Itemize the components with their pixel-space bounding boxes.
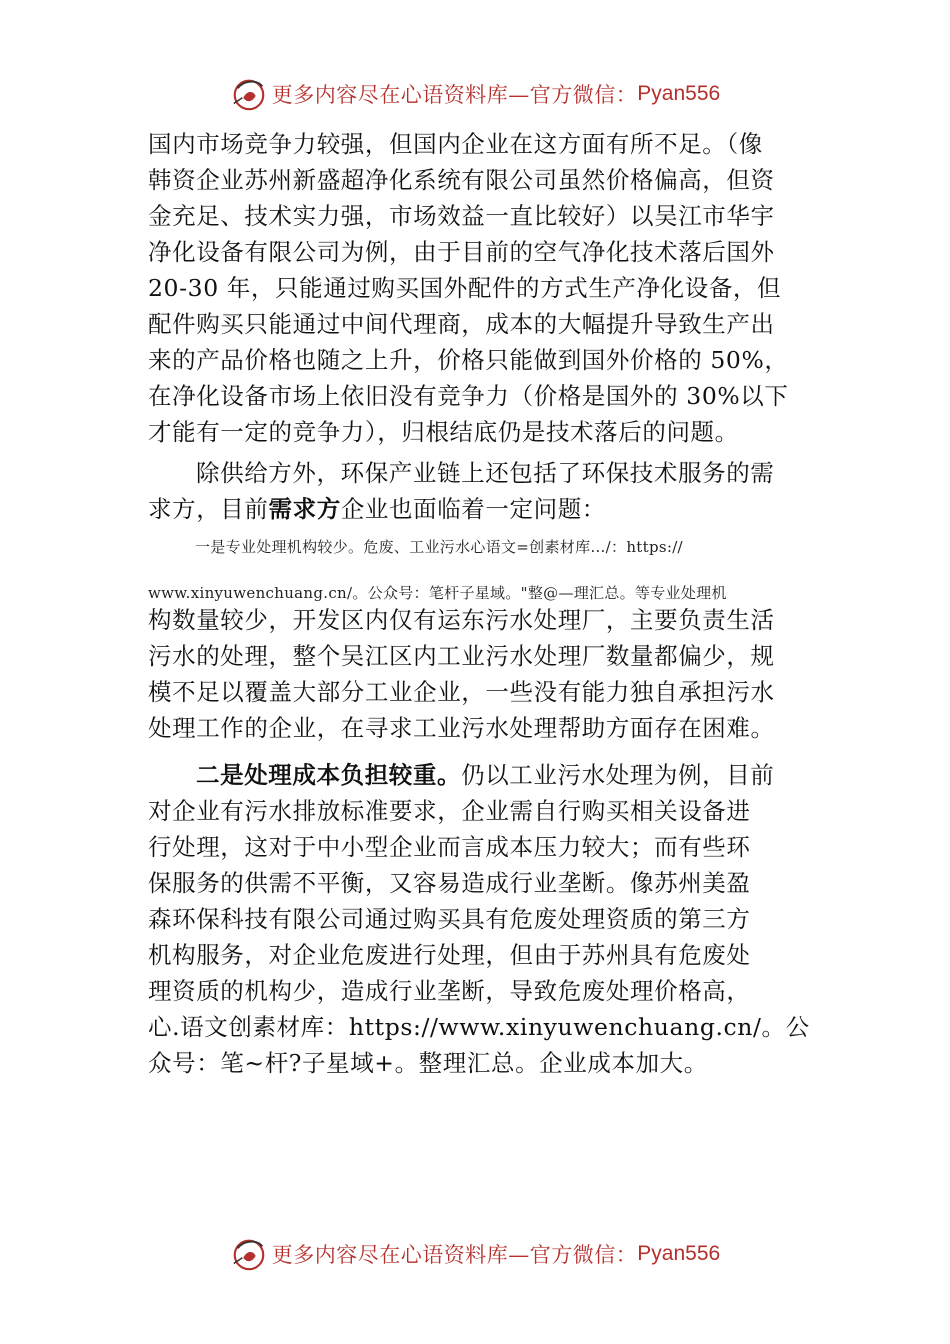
text-line — [148, 491, 812, 527]
bottom-banner — [0, 1234, 950, 1274]
text-segment: 企业也面临着一定问题： — [340, 495, 606, 523]
text-line: 构数量较少，开发区内仅有运东污水处理厂，主要负责生活 — [148, 606, 775, 634]
banner-text: 更多内容尽在心语资料库—官方微信： — [271, 83, 638, 107]
banner-wechat-id: Pyan556 — [637, 1242, 721, 1265]
text-line: 国内市场竞争力较强，但国内企业在这方面有所不足。（像 — [148, 130, 763, 158]
text-line: 韩资企业苏州新盛超净化系统有限公司虽然价格偏高，但资 — [148, 166, 775, 194]
text-line: 保服务的供需不平衡，又容易造成行业垄断。像苏州美盈 — [148, 869, 751, 897]
text-segment: 仍以工业污水处理为例，目前 — [461, 761, 775, 789]
small-text-line-1: 一是专业处理机构较少。危废、工业污水心语文=创素材库…/：https:// — [195, 538, 683, 556]
text-line: 来的产品价格也随之上升，价格只能做到国外价格的 50%， — [148, 346, 789, 374]
text-line: 模不足以覆盖大部分工业企业，一些没有能力独自承担污水 — [148, 678, 775, 706]
text-line: 森环保科技有限公司通过购买具有危废处理资质的第三方 — [148, 905, 751, 933]
text-line: 对企业有污水排放标准要求，企业需自行购买相关设备进 — [148, 797, 751, 825]
text-line: 心.语文创素材库：https://www.xinyuwenchuang.cn/。公 — [148, 1013, 810, 1041]
text-line: 理资质的机构少，造成行业垄断，导致危废处理价格高， — [148, 977, 751, 1005]
paragraph-3 — [148, 602, 812, 746]
bold-term: 需求方 — [268, 495, 341, 523]
text-line: 金充足、技术实力强，市场效益一直比较好）以吴江市华宇 — [148, 202, 775, 230]
banner-wechat-id: Pyan556 — [637, 82, 721, 105]
text-line: 机构服务，对企业危废进行处理，但由于苏州具有危废处 — [148, 941, 751, 969]
bold-heading: 二是处理成本负担较重。 — [196, 761, 462, 789]
text-line: 净化设备有限公司为例，由于目前的空气净化技术落后国外 — [148, 238, 775, 266]
text-segment: 求方，目前 — [148, 495, 269, 523]
text-line: 20-30 年，只能通过购买国外配件的方式生产净化设备，但 — [148, 274, 782, 302]
text-line: 除供给方外，环保产业链上还包括了环保技术服务的需 — [196, 459, 775, 487]
logo-icon — [230, 1235, 268, 1273]
text-line: 处理工作的企业，在寻求工业污水处理帮助方面存在困难。 — [148, 714, 775, 742]
logo-icon — [230, 75, 268, 113]
banner-text: 更多内容尽在心语资料库—官方微信： — [271, 1243, 638, 1267]
text-line: 众号：笔~杆?子星域+。整理汇总。企业成本加大。 — [148, 1049, 708, 1077]
text-line — [148, 757, 812, 793]
paragraph-1 — [148, 126, 812, 450]
text-line: 才能有一定的竞争力），归根结底仍是技术落后的问题。 — [148, 418, 739, 446]
text-line: 在净化设备市场上依旧没有竞争力（价格是国外的 30%以下 — [148, 382, 789, 410]
paragraph-2 — [148, 455, 812, 527]
text-line: 配件购买只能通过中间代理商，成本的大幅提升导致生产出 — [148, 310, 775, 338]
small-text-line-2: www.xinyuwenchuang.cn/。公众号：笔杆子星域。"整@—理汇总。等专业处理机 — [148, 584, 727, 602]
paragraph-4 — [148, 757, 812, 1081]
top-banner — [0, 74, 950, 114]
text-line: 污水的处理，整个吴江区内工业污水处理厂数量都偏少，规 — [148, 642, 775, 670]
text-line: 行处理，这对于中小型企业而言成本压力较大；而有些环 — [148, 833, 751, 861]
